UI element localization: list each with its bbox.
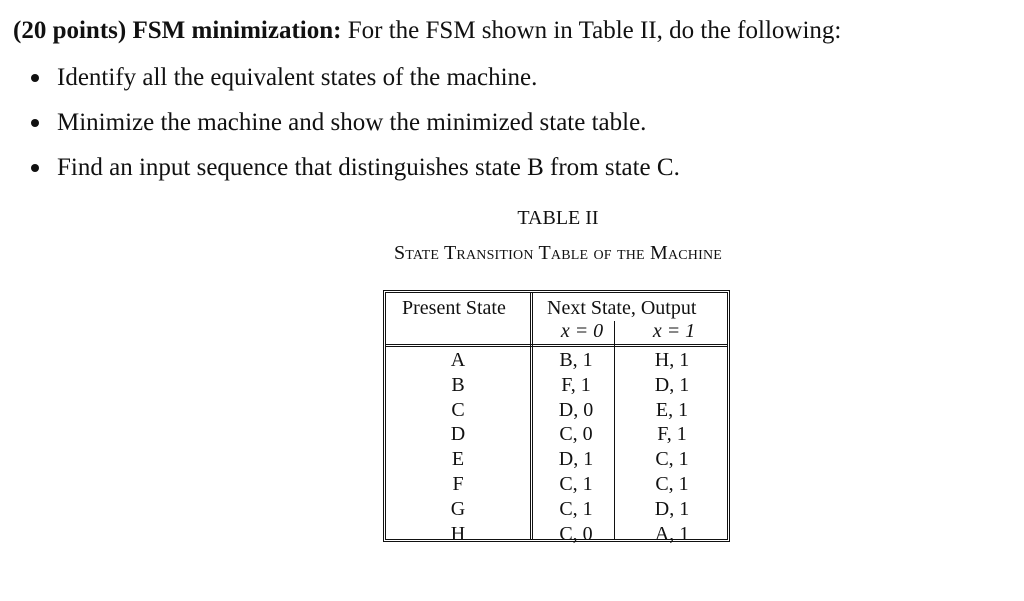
present-state-cell: G <box>450 497 466 520</box>
present-state-cell: H <box>450 522 466 545</box>
next-state-x1-cell: A, 1 <box>654 522 690 545</box>
next-state-x0-cell: C, 0 <box>559 423 593 446</box>
problem-title: FSM minimization: <box>132 17 342 44</box>
task-text: Identify all the equivalent states of the machine. <box>57 64 538 91</box>
present-state-cell: C <box>451 398 465 421</box>
next-state-x0-cell: F, 1 <box>561 373 591 396</box>
bullet-icon <box>31 74 39 82</box>
header-rule <box>386 344 727 347</box>
next-state-x0-cell: B, 1 <box>559 349 593 371</box>
state-transition-table <box>383 290 730 545</box>
table-row <box>386 497 727 522</box>
next-state-x1-cell: C, 1 <box>655 472 689 495</box>
table-label: TABLE II <box>517 207 599 229</box>
present-state-cell: A <box>450 349 466 371</box>
table-row <box>386 472 727 497</box>
task-text: Minimize the machine and show the minimized state table. <box>57 109 647 136</box>
present-state-cell: D <box>450 423 466 446</box>
problem-statement <box>13 14 841 48</box>
table-row <box>386 522 727 547</box>
header-x1: x = 1 <box>652 320 696 342</box>
table-row <box>386 398 727 423</box>
next-state-x1-cell: D, 1 <box>654 373 690 396</box>
next-state-x0-cell: C, 1 <box>559 497 593 520</box>
next-state-x0-cell: C, 0 <box>559 522 593 545</box>
task-text: Find an input sequence that distinguishes state B from state C. <box>57 154 680 181</box>
table-caption: State Transition Table of the Machine <box>393 242 723 264</box>
problem-instruction: For the FSM shown in Table II, do the following: <box>347 17 842 44</box>
next-state-x0-cell: C, 1 <box>559 472 593 495</box>
table-row <box>386 447 727 472</box>
present-state-cell: F <box>452 472 464 495</box>
header-x0: x = 0 <box>560 320 604 342</box>
table-row <box>386 373 727 398</box>
next-state-x1-cell: H, 1 <box>654 349 690 371</box>
bullet-icon <box>31 119 39 127</box>
bullet-icon <box>31 164 39 172</box>
present-state-cell: E <box>451 448 465 471</box>
next-state-x0-cell: D, 1 <box>558 448 594 471</box>
table-body <box>386 348 727 546</box>
next-state-x1-cell: C, 1 <box>655 448 689 471</box>
header-next-state-output: Next State, Output <box>547 297 697 319</box>
header-present-state: Present State <box>402 297 506 319</box>
table-row <box>386 422 727 447</box>
present-state-cell: B <box>451 373 465 396</box>
next-state-x1-cell: F, 1 <box>657 423 687 446</box>
problem-points: (20 points) <box>13 17 127 44</box>
table-row <box>386 348 727 373</box>
next-state-x1-cell: E, 1 <box>655 398 689 421</box>
next-state-x1-cell: D, 1 <box>654 497 690 520</box>
next-state-x0-cell: D, 0 <box>558 398 594 421</box>
